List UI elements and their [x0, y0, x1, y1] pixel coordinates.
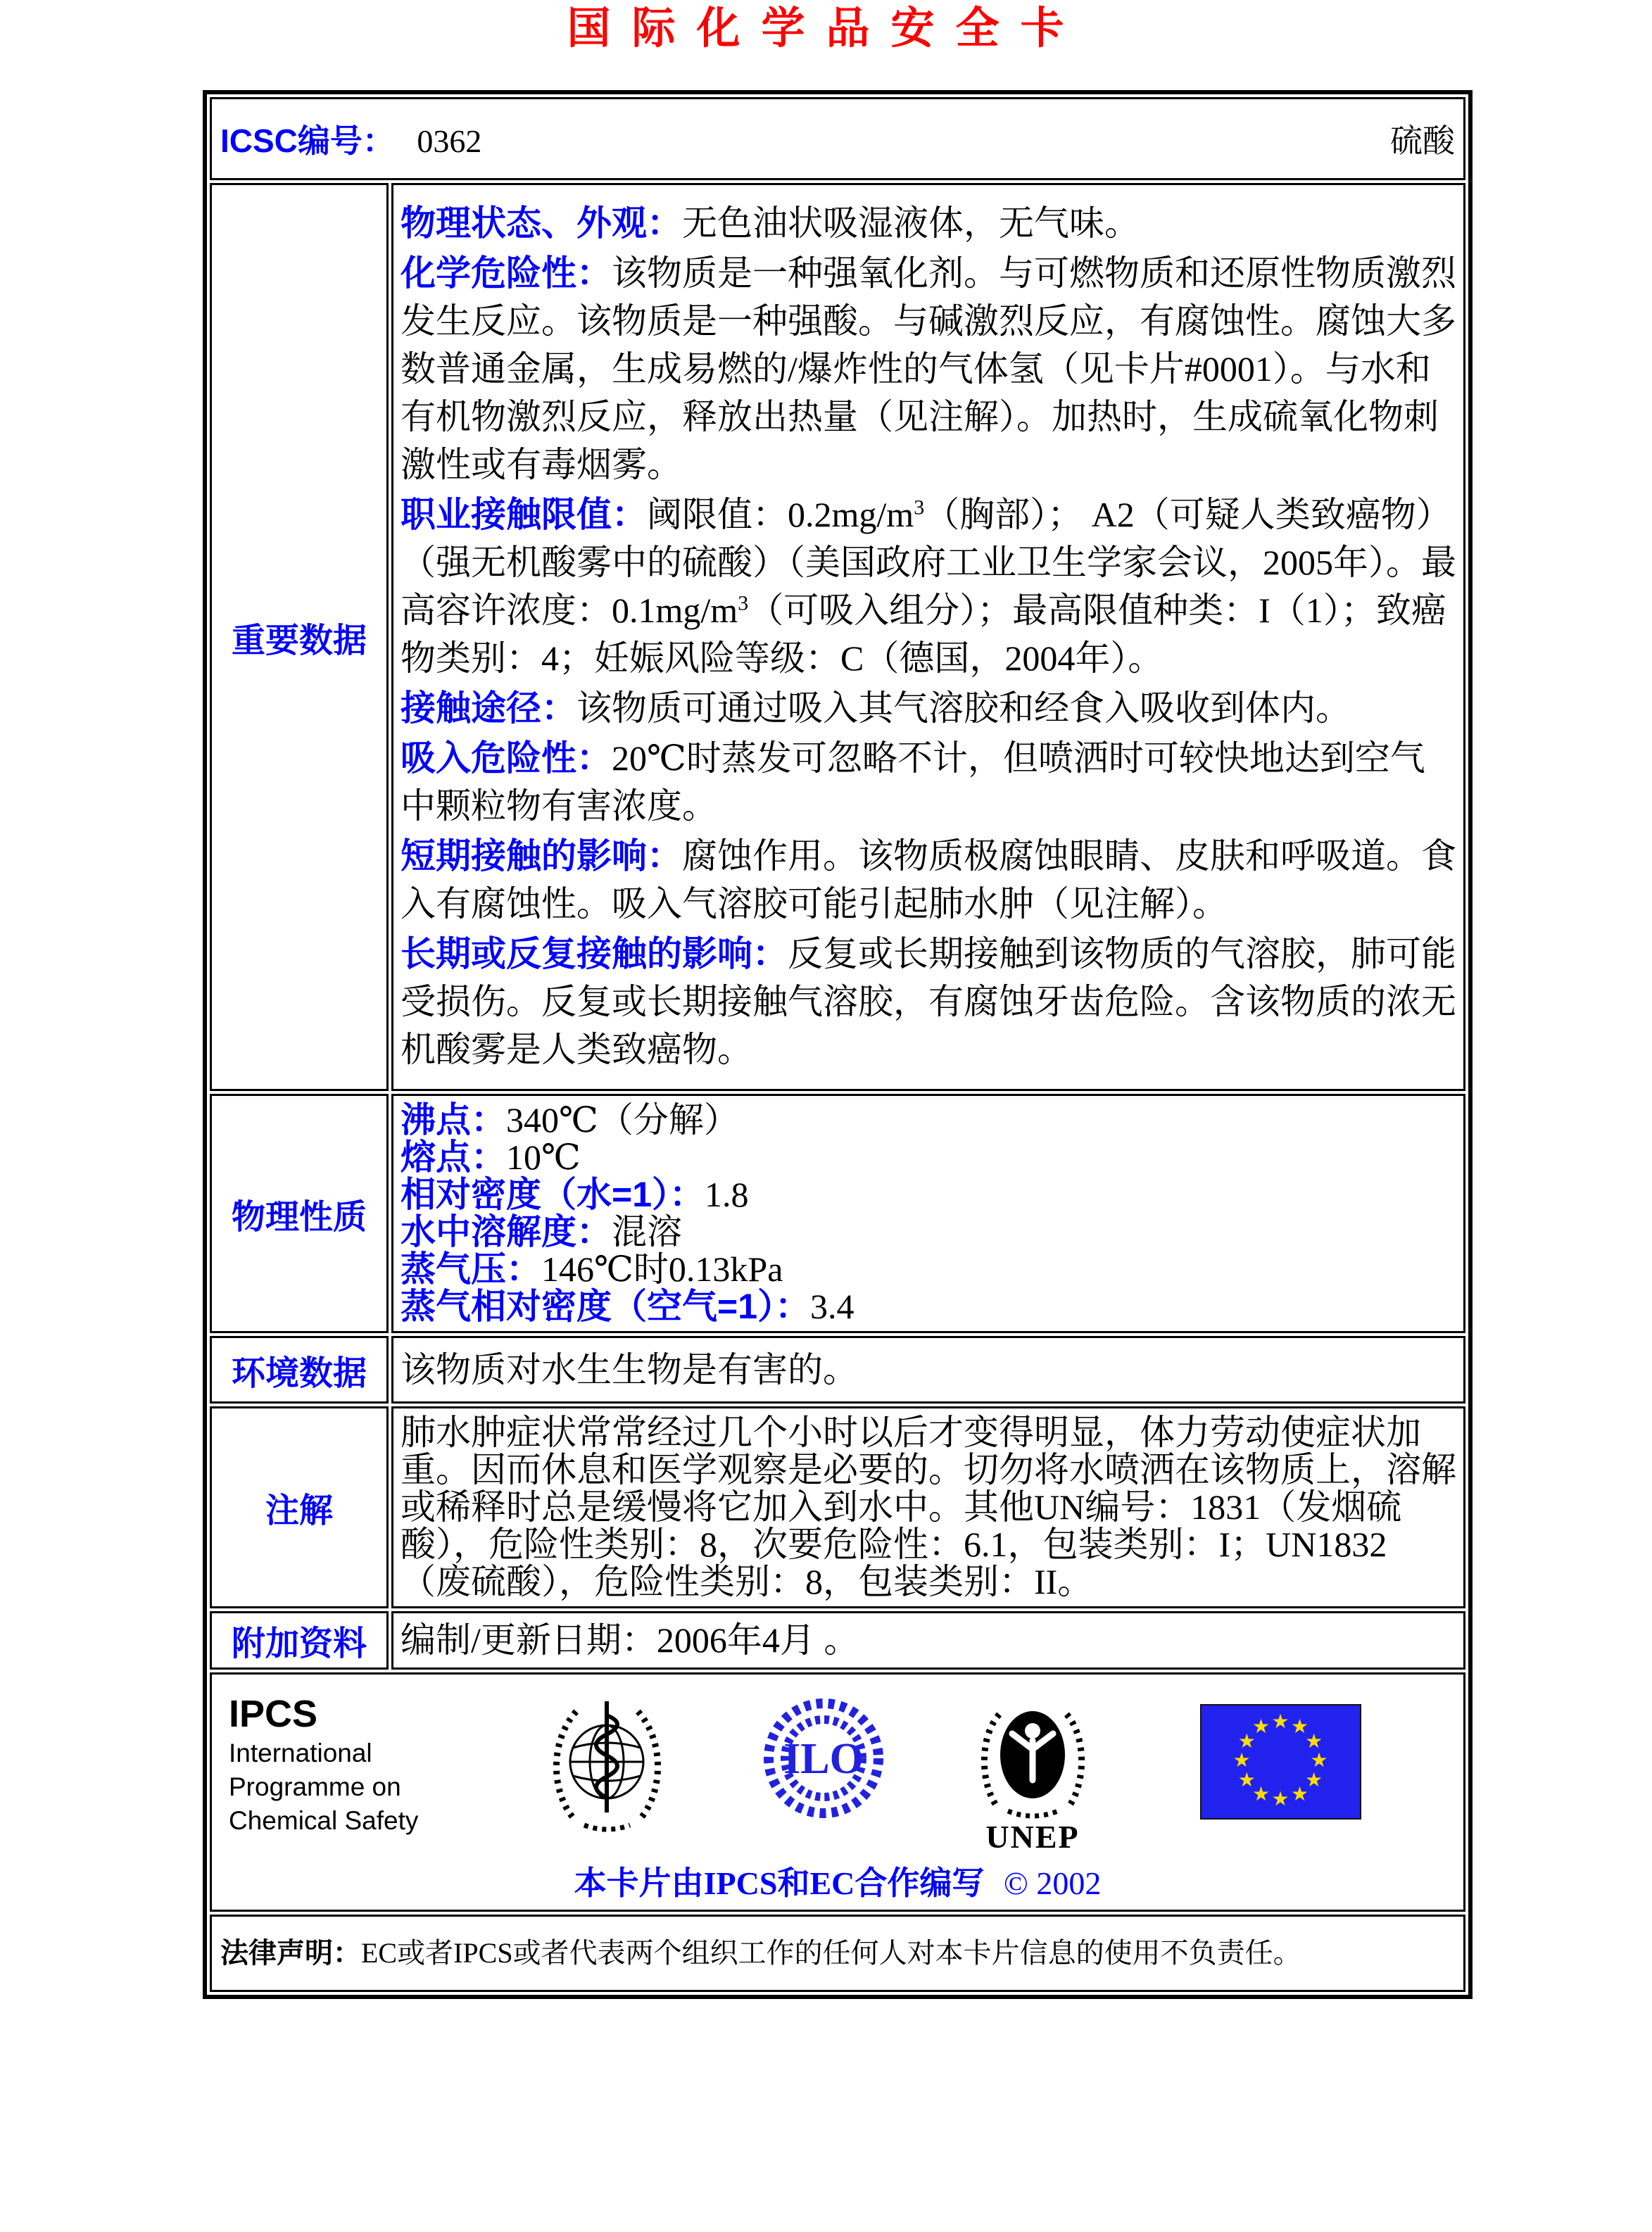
eu-star-icon: ★ — [1271, 1710, 1290, 1733]
field-text: 混溶 — [612, 1212, 682, 1251]
header-cell — [210, 97, 1465, 180]
section-row-environmental-data — [210, 1336, 1465, 1404]
paragraph — [401, 1213, 1456, 1251]
field-text: 146℃时0.13kPa — [541, 1249, 783, 1289]
field-label: 接触途径： — [401, 688, 576, 728]
logos-cell — [210, 1672, 1465, 1912]
section-content-important-data — [391, 183, 1465, 1091]
eu-flag-icon — [1200, 1704, 1361, 1820]
unep-logo-icon — [971, 1691, 1095, 1853]
section-content-environmental-data — [391, 1336, 1465, 1404]
eu-star-icon: ★ — [1305, 1729, 1323, 1753]
paragraph — [401, 832, 1456, 928]
icsc-number-label: ICSC编号： — [220, 122, 395, 159]
section-content-additional-information — [391, 1611, 1465, 1670]
field-label: 吸入危险性： — [401, 738, 612, 778]
paragraph — [401, 1102, 1456, 1139]
field-text: 腐蚀作用。该物质极腐蚀眼睛、皮肤和呼吸道。食入有腐蚀性。吸入气溶胶可能引起肺水肿（见注解）。 — [401, 836, 1456, 923]
paragraph — [401, 199, 1456, 247]
paragraph — [401, 1414, 1456, 1601]
field-text: 3.4 — [810, 1287, 855, 1326]
chemical-name: 硫酸 — [1390, 123, 1455, 159]
field-label: 相对密度（水=1）： — [401, 1175, 705, 1214]
header-row — [210, 97, 1465, 180]
caption-text: 本卡片由IPCS和EC合作编写 — [574, 1865, 985, 1901]
field-label: 蒸气相对密度（空气=1）： — [401, 1287, 811, 1326]
section-label-environmental-data: 环境数据 — [210, 1336, 389, 1404]
section-row-important-data — [210, 183, 1465, 1091]
field-label: 沸点： — [401, 1100, 506, 1140]
legal-cell — [210, 1915, 1465, 1992]
field-label: 长期或反复接触的影响： — [401, 933, 788, 973]
field-text: 该物质对水生生物是有害的。 — [401, 1349, 858, 1389]
eu-star-icon: ★ — [1237, 1767, 1256, 1791]
section-content-notes — [391, 1406, 1465, 1608]
ilo-logo-text: ILO — [783, 1735, 864, 1783]
icsc-card-table — [203, 90, 1473, 1999]
field-label: 水中溶解度： — [401, 1212, 612, 1251]
caption-copyright: © 2002 — [1003, 1865, 1102, 1901]
field-label: 短期接触的影响： — [401, 836, 682, 876]
legal-label: 法律声明： — [220, 1938, 361, 1969]
paragraph — [401, 1622, 1456, 1659]
who-logo-icon — [546, 1691, 669, 1836]
ipcs-line-1: International — [229, 1739, 372, 1767]
field-text: 编制/更新日期：2006年4月 。 — [401, 1620, 859, 1660]
eu-star-icon: ★ — [1237, 1729, 1256, 1753]
field-text: 肺水肿症状常常经过几个小时以后才变得明显，体力劳动使症状加重。因而休息和医学观察是必要的。切勿将水喷洒在该物质上，溶解或稀释时总是缓慢将它加入到水中。其他UN编号：1831（发烟硫酸），危险性类别：8，次要危险性：6.1，包装类别：I；UN1832（废硫酸），危险性类别：8，包装类别：II。 — [401, 1413, 1456, 1601]
field-text: 20℃时蒸发可忽略不计，但喷洒时可较快地达到空气中颗粒物有害浓度。 — [401, 738, 1425, 826]
legal-text: EC或者IPCS或者代表两个组织工作的任何人对本卡片信息的使用不负责任。 — [361, 1937, 1301, 1969]
field-text: 10℃ — [506, 1137, 581, 1177]
eu-star-icon: ★ — [1310, 1748, 1328, 1772]
page-title: 国际化学品安全卡 — [567, 5, 1085, 53]
field-text: 1.8 — [705, 1175, 749, 1214]
ipcs-acronym: IPCS — [229, 1693, 318, 1735]
field-text: 3 — [914, 495, 925, 519]
section-label-notes: 注解 — [210, 1406, 389, 1608]
legal-row — [210, 1915, 1465, 1992]
field-label: 蒸气压： — [401, 1249, 541, 1289]
icsc-number-group — [220, 115, 481, 162]
eu-star-icon: ★ — [1232, 1748, 1251, 1772]
field-text: 该物质可通过吸入其气溶胶和经食入吸收到体内。 — [576, 688, 1351, 728]
field-text: 340℃（分解） — [506, 1100, 739, 1140]
eu-star-icon: ★ — [1290, 1715, 1309, 1739]
paragraph — [401, 1351, 1456, 1389]
paragraph — [401, 491, 1456, 682]
paragraph — [401, 1251, 1456, 1288]
section-row-notes — [210, 1406, 1465, 1608]
section-label-additional-information: 附加资料 — [210, 1611, 389, 1670]
field-text: （胸部）； A2（可疑人类致癌物）（强无机酸雾中的硫酸）（美国政府工业卫生学家会议，2005年）。最高容许浓度：0.1mg/m — [401, 494, 1456, 630]
eu-star-icon: ★ — [1251, 1782, 1270, 1805]
section-label-physical-properties: 物理性质 — [210, 1094, 389, 1333]
paragraph — [401, 734, 1456, 830]
ipcs-line-2: Programme on — [229, 1772, 401, 1801]
field-label: 化学危险性： — [401, 253, 612, 293]
section-label-important-data: 重要数据 — [210, 183, 389, 1091]
section-row-additional-information — [210, 1611, 1465, 1670]
field-text: （可吸入组分）；最高限值种类：I（1）；致癌物类别：4；妊娠风险等级：C（德国，2004年）。 — [401, 590, 1446, 678]
ipcs-text-block — [229, 1691, 461, 1838]
paragraph — [401, 1139, 1456, 1176]
paragraph — [401, 1176, 1456, 1213]
section-content-physical-properties — [391, 1094, 1465, 1333]
field-label: 职业接触限值： — [401, 494, 647, 534]
eu-star-icon: ★ — [1251, 1715, 1270, 1739]
field-text: 反复或长期接触到该物质的气溶胶，肺可能受损伤。反复或长期接触气溶胶，有腐蚀牙齿危险。含该物质的浓无机酸雾是人类致癌物。 — [401, 933, 1456, 1069]
ipcs-line-3: Chemical Safety — [229, 1806, 419, 1835]
eu-star-icon: ★ — [1305, 1767, 1323, 1791]
field-text: 该物质是一种强氧化剂。与可燃物质和还原性物质激烈发生反应。该物质是一种强酸。与碱激烈反应，有腐蚀性。腐蚀大多数普通金属，生成易燃的/爆炸性的气体氢（见卡片#0001）。与水和有机物激烈反应，释放出热量（见注解）。加热时，生成硫氧化物刺激性或有毒烟雾。 — [401, 253, 1456, 484]
field-label: 物理状态、外观： — [401, 203, 682, 243]
footer-caption — [220, 1858, 1455, 1904]
field-text: 无色油状吸湿液体，无气味。 — [682, 203, 1140, 243]
paragraph — [401, 1288, 1456, 1325]
icsc-number-value: 0362 — [417, 123, 482, 159]
eu-star-icon: ★ — [1290, 1782, 1309, 1805]
paragraph — [401, 930, 1456, 1073]
section-row-physical-properties — [210, 1094, 1465, 1333]
field-text: 阈限值：0.2mg/m — [647, 494, 914, 534]
ilo-logo-icon — [760, 1691, 887, 1829]
field-text: 3 — [738, 591, 749, 614]
unep-logo-text: UNEP — [985, 1819, 1080, 1853]
paragraph — [401, 249, 1456, 488]
eu-star-icon: ★ — [1271, 1787, 1290, 1810]
field-label: 熔点： — [401, 1137, 506, 1177]
paragraph — [401, 684, 1456, 732]
logos-row — [210, 1672, 1465, 1912]
